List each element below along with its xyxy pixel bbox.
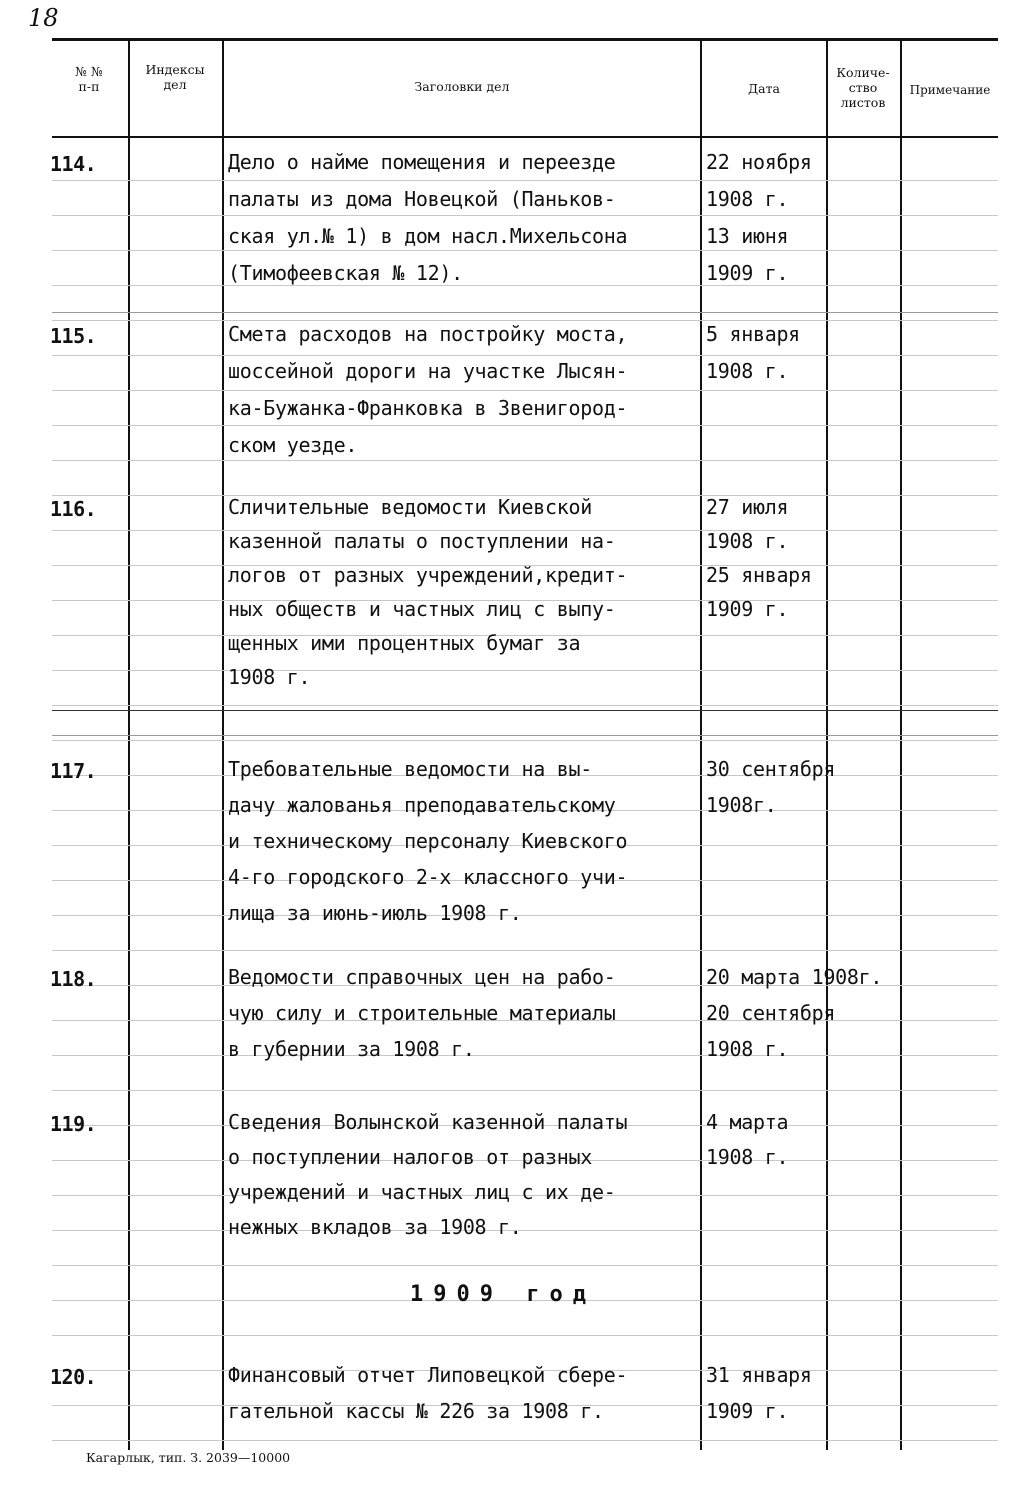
- header-note: Примечание: [909, 83, 991, 97]
- header-num: [56, 64, 122, 94]
- entry-title-line: Смета расходов на постройку моста,: [228, 322, 628, 346]
- entry-title-line: о поступлении налогов от разных: [228, 1145, 592, 1169]
- entry-title-line: 1908 г.: [228, 665, 311, 689]
- ledger-line: [52, 1055, 998, 1056]
- ledger-line: [52, 250, 998, 251]
- entry-date-line: 1908 г.: [706, 529, 789, 553]
- entry-title-line: ных обществ и частных лиц с выпу-: [228, 597, 616, 621]
- col-sep-4: [826, 40, 828, 1450]
- entry-title-line: и техническому персоналу Киевского: [228, 829, 628, 853]
- ledger-line: [52, 355, 998, 356]
- entry-title-line: Дело о найме помещения и переезде: [228, 150, 616, 174]
- entry-number: 118.: [50, 967, 97, 991]
- entry-date-line: 20 марта 1908г.: [706, 965, 883, 989]
- entry-title-line: Требовательные ведомости на вы-: [228, 757, 592, 781]
- ledger-line: [52, 1265, 998, 1266]
- entry-title-line: (Тимофеевская № 12).: [228, 261, 463, 285]
- header-sheets: [826, 65, 900, 110]
- ledger-line: [52, 670, 998, 671]
- ledger-line: [52, 285, 998, 286]
- ledger-line: [52, 740, 998, 741]
- header-index: [130, 62, 220, 92]
- entry-title-line: ка-Бужанка-Франковка в Звенигород-: [228, 396, 628, 420]
- entry-title-line: дачу жалованья преподавательскому: [228, 793, 616, 817]
- entry-title-line: нежных вкладов за 1908 г.: [228, 1215, 522, 1239]
- header-date: Дата: [748, 81, 780, 96]
- entry-title-line: шоссейной дороги на участке Лысян-: [228, 359, 628, 383]
- entry-date-line: 1909 г.: [706, 1399, 789, 1423]
- row-divider: [52, 312, 998, 313]
- entry-title-line: ском уезде.: [228, 433, 358, 457]
- ledger-line: [52, 180, 998, 181]
- entry-number: 117.: [50, 759, 97, 783]
- col-sep-3: [700, 40, 702, 1450]
- ledger-line: [52, 425, 998, 426]
- entry-title-line: Ведомости справочных цен на рабо-: [228, 965, 616, 989]
- entry-title-line: логов от разных учреждений,кредит-: [228, 563, 628, 587]
- entry-date-line: 5 января: [706, 322, 800, 346]
- ledger-line: [52, 320, 998, 321]
- entry-title-line: 4-го городского 2-х классного учи-: [228, 865, 628, 889]
- entry-date-line: 22 ноября: [706, 150, 812, 174]
- year-heading: 1909 год: [410, 1282, 596, 1307]
- ledger-line: [52, 1090, 998, 1091]
- entry-number: 119.: [50, 1112, 97, 1136]
- entry-date-line: 30 сентября: [706, 757, 836, 781]
- entry-date-line: 1908г.: [706, 793, 777, 817]
- entry-title-line: учреждений и частных лиц с их де-: [228, 1180, 616, 1204]
- entry-date-line: 20 сентября: [706, 1001, 836, 1025]
- entry-title-line: Финансовый отчет Липовецкой сбере-: [228, 1363, 628, 1387]
- entry-date-line: 27 июля: [706, 495, 789, 519]
- entry-title-line: ская ул.№ 1) в дом насл.Михельсона: [228, 224, 628, 248]
- row-divider: [52, 735, 998, 736]
- entry-number: 120.: [50, 1365, 97, 1389]
- entry-title-line: палаты из дома Новецкой (Паньков-: [228, 187, 616, 211]
- top-rule: [52, 38, 998, 41]
- ledger-line: [52, 390, 998, 391]
- col-sep-5: [900, 40, 902, 1450]
- entry-date-line: 1909 г.: [706, 261, 789, 285]
- col-sep-2: [222, 40, 224, 1450]
- header-num-label: № № п-п: [75, 64, 103, 94]
- ledger-line: [52, 1335, 998, 1336]
- entry-title-line: Сведения Волынской казенной палаты: [228, 1110, 628, 1134]
- entry-date-line: 31 января: [706, 1363, 812, 1387]
- entry-title-line: лища за июнь-июль 1908 г.: [228, 901, 522, 925]
- col-sep-1: [128, 40, 130, 1450]
- entry-date-line: 1908 г.: [706, 187, 789, 211]
- ledger-line: [52, 460, 998, 461]
- entry-title-line: гательной кассы № 226 за 1908 г.: [228, 1399, 604, 1423]
- ledger-line: [52, 915, 998, 916]
- ledger-line: [52, 1230, 998, 1231]
- entry-number: 114.: [50, 152, 97, 176]
- ledger-line: [52, 1440, 998, 1441]
- printer-footer: Кагарлык, тип. З. 2039—10000: [86, 1450, 291, 1465]
- entry-date-line: 13 июня: [706, 224, 789, 248]
- entry-number: 115.: [50, 324, 97, 348]
- entry-title-line: в губернии за 1908 г.: [228, 1037, 475, 1061]
- ledger-line: [52, 215, 998, 216]
- entry-title-line: чую силу и строительные материалы: [228, 1001, 616, 1025]
- header-title: Заголовки дел: [414, 79, 510, 94]
- entry-date-line: 1908 г.: [706, 359, 789, 383]
- entry-number: 116.: [50, 497, 97, 521]
- entry-title-line: щенных ими процентных бумаг за: [228, 631, 581, 655]
- ledger-line: [52, 705, 998, 706]
- header-index-label: Индексы дел: [145, 62, 205, 92]
- entry-date-line: 1908 г.: [706, 1145, 789, 1169]
- entry-date-line: 4 марта: [706, 1110, 789, 1134]
- entry-title-line: Сличительные ведомости Киевской: [228, 495, 592, 519]
- entry-title-line: казенной палаты о поступлении на-: [228, 529, 616, 553]
- header-sheets-label: Количе- ство листов: [836, 65, 890, 110]
- page-number: 18: [28, 4, 59, 32]
- ledger-line: [52, 950, 998, 951]
- entry-date-line: 25 января: [706, 563, 812, 587]
- header-rule: [52, 136, 998, 138]
- entry-date-line: 1908 г.: [706, 1037, 789, 1061]
- entry-date-line: 1909 г.: [706, 597, 789, 621]
- row-divider: [52, 710, 998, 711]
